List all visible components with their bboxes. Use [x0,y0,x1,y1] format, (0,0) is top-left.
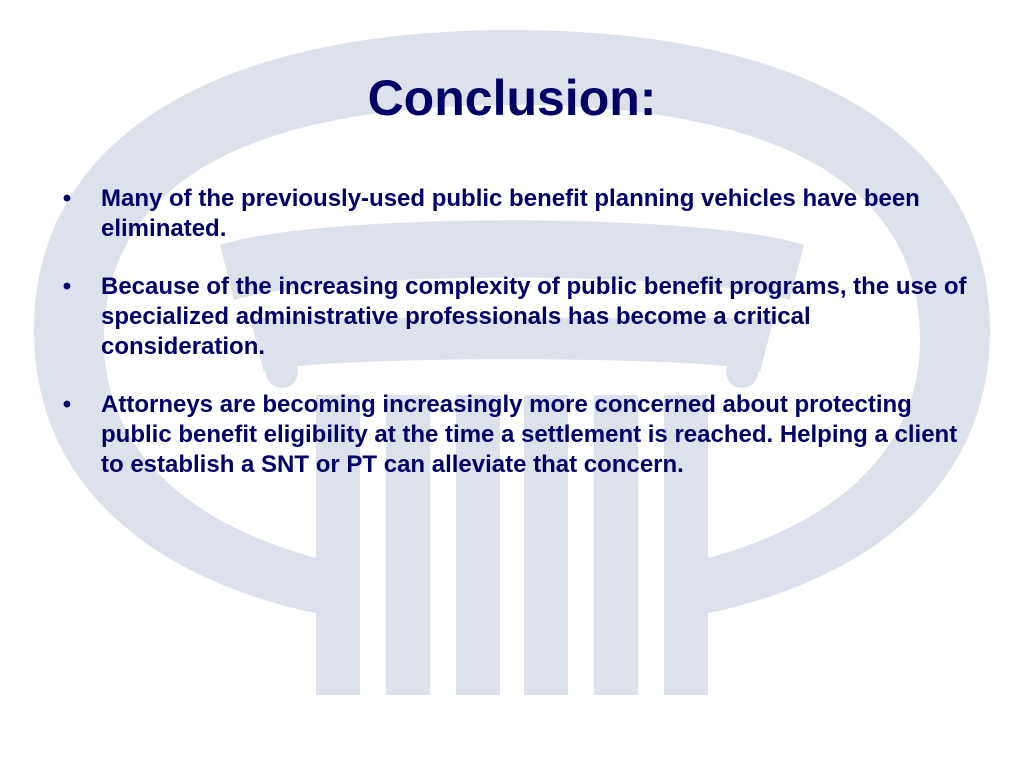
bullet-item [57,184,972,244]
bullet-item [57,390,972,480]
bullet-text: Many of the previously-used public benefit planning vehicles have been eliminated. [101,185,920,242]
bullet-list [57,184,972,508]
bullet-item [57,272,972,362]
slide-title: Conclusion: [367,70,657,126]
bullet-text: Because of the increasing complexity of public benefit programs, the use of specialized administrative professionals has become a critical consideration. [101,273,967,360]
bullet-dot: • [62,273,72,300]
bullet-dot: • [62,391,72,418]
bullet-dot: • [62,185,72,212]
bullet-text: Attorneys are becoming increasingly more concerned about protecting public benefit eligibility at the time a settlement is reached. Helping a client to establish a SNT or PT can alleviate that concern. [101,391,958,478]
